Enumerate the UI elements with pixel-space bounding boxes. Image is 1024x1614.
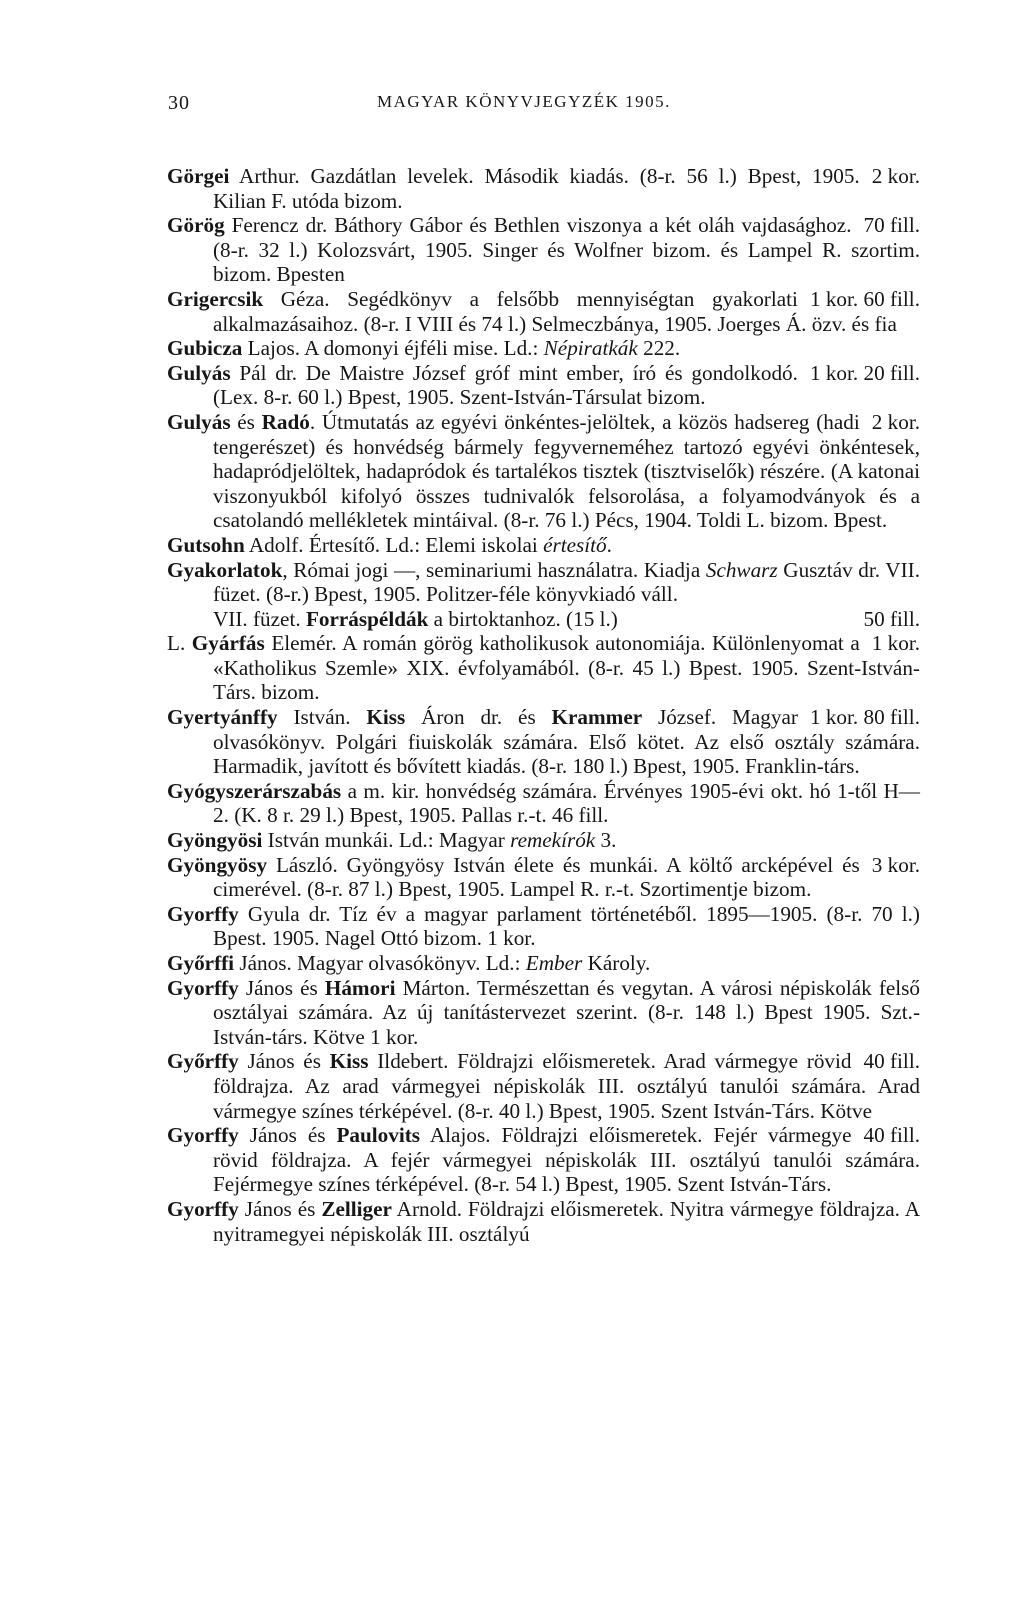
entry-price: 70 fill. [863, 213, 920, 238]
entry-price: 1 kor. 80 fill. [809, 705, 920, 730]
bibliography-entry [167, 853, 920, 902]
entry-text: Géza. Segédkönyv a felsőbb mennyiségtan gyakorlati alkalmazásaihoz. (8-r. I VIII és 74 l.) Selmeczbánya, 1905. Joerges Á. özv. és fia [213, 286, 897, 336]
entry-heading: Győrffi [167, 951, 235, 975]
bibliography-entry [167, 779, 920, 828]
entry-text: . [606, 532, 612, 557]
bibliography-entry [167, 164, 920, 213]
entry-text: János és [238, 1123, 337, 1148]
entry-text: a m. kir. honvédség számára. Érvényes 1905-évi okt. hó 1-től H—2. (K. 8 r. 29 l.) Bpest, 1905. Pallas r.-t. 46 fill. [213, 778, 920, 828]
bibliography-entries [167, 164, 920, 1246]
entry-heading: Gyöngyösy [167, 852, 268, 877]
entry-text: 3. [595, 828, 617, 853]
bibliography-entry [167, 533, 920, 558]
entry-text: János és [238, 975, 325, 1000]
bibliography-entry [167, 361, 920, 410]
entry-italic-ref: értesítő [543, 532, 607, 557]
entry-coauthor: Kiss [329, 1049, 369, 1074]
entry-text: Károly. [582, 951, 651, 975]
bibliography-entry [167, 410, 920, 533]
bibliography-entry [167, 607, 920, 632]
entry-text: Lajos. A domonyi éjféli mise. Ld.: [242, 336, 544, 361]
entry-text: Pál dr. De Maistre József gróf mint ember, író és gondolkodó. (Lex. 8-r. 60 l.) Bpest, 1905. Szent-István-Társulat bizom. [213, 360, 798, 410]
bibliography-entry [167, 287, 920, 336]
entry-price: 1 kor. [871, 631, 920, 656]
entry-price: 2 kor. [871, 164, 920, 188]
entry-price: 1 kor. 60 fill. [809, 286, 920, 311]
entry-italic-ref: Schwarz [705, 557, 778, 582]
entry-heading: Görgei [167, 164, 230, 188]
bibliography-entry [167, 951, 920, 976]
entry-text: Gusztáv dr. VII. füzet. (8-r.) Bpest, 1905. Politzer-féle könyvkiadó váll. [213, 557, 921, 607]
entry-price: 1 kor. 20 fill. [809, 360, 920, 385]
entry-heading: Grigercsik [167, 286, 264, 311]
entry-price: 50 fill. [863, 606, 920, 631]
entry-heading: Gyakorlatok [167, 557, 283, 582]
entry-price: 2 kor. [871, 409, 920, 434]
entry-text: László. Gyöngyösy István élete és munkái. A költő arcképével és cimerével. (8-r. 87 l.) Bpest, 1905. Lampel R. r.-t. Szortimentje bizom. [213, 852, 860, 902]
entry-coauthor: Krammer [551, 705, 643, 730]
entry-text: Arthur. Gazdátlan levelek. Második kiadás. (8-r. 56 l.) Bpest, 1905. Kilian F. utóda bizom. [213, 164, 860, 213]
entry-text: Áron dr. és [405, 705, 552, 730]
entry-coauthor: Paulovits [336, 1123, 421, 1148]
entry-heading: Gutsohn [167, 532, 245, 557]
bibliography-entry [167, 631, 920, 705]
bibliography-entry [167, 705, 920, 779]
entry-italic-ref: Népiratkák [543, 336, 638, 361]
entry-text: Adolf. Értesítő. Ld.: Elemi iskolai [244, 532, 544, 557]
bibliography-entry [167, 558, 920, 607]
running-head-title: MAGYAR KÖNYVJEGYZÉK 1905. [377, 92, 671, 111]
bibliography-entry [167, 1049, 920, 1123]
entry-text: a birtoktanhoz. (15 l.) [428, 606, 618, 631]
entry-heading: Gubicza [167, 336, 243, 361]
bibliography-entry [167, 1197, 920, 1246]
entry-heading: Gulyás [167, 360, 231, 385]
entry-heading: Gyorffy [167, 1123, 239, 1148]
entry-heading: Gyorffy [167, 1196, 239, 1221]
entry-text: Ildebert. Földrajzi előismeretek. Arad vármegye rövid földrajza. Az arad vármegyei népiskolák III. osztályú tanulói számára. Arad vármegye színes térképével. (8-r. 40 l.) Bpest, 1905. Szent István-Társ. Kötve [213, 1049, 920, 1123]
bibliography-entry [167, 828, 920, 853]
entry-italic-ref: remekírók [510, 828, 596, 853]
entry-price: 40 fill. [863, 1123, 920, 1148]
entry-text: János és [238, 1196, 322, 1221]
entry-heading: Gyorffy [167, 901, 239, 926]
entry-coauthor: Hámori [324, 975, 396, 1000]
bibliography-entry [167, 213, 920, 287]
bibliography-entry [167, 336, 920, 361]
entry-heading: Forráspéldák [305, 606, 429, 631]
entry-heading: Gyorffy [167, 975, 239, 1000]
entry-heading: Gulyás [167, 409, 231, 434]
page-number: 30 [168, 92, 190, 114]
entry-heading: Gyógyszerárszabás [167, 778, 342, 803]
entry-price: 3 kor. [871, 852, 920, 877]
entry-text: Elemér. A román görög katholikusok autonomiája. Különlenyomat a «Katholikus Szemle» XIX. évfolyamából. (8-r. 45 l.) Bpest. 1905. Szent-István-Társ. bizom. [213, 631, 920, 705]
entry-text: István munkái. Ld.: Magyar [262, 828, 511, 853]
bibliography-entry [167, 902, 920, 951]
entry-heading: Gyertyánffy [167, 705, 278, 730]
entry-coauthor: Zelliger [321, 1196, 392, 1221]
running-header [168, 92, 728, 124]
entry-price: 40 fill. [863, 1049, 920, 1074]
entry-text: és [230, 409, 262, 434]
entry-text: József. Magyar olvasókönyv. Polgári fiuiskolák számára. Első kötet. Az első osztály számára. Harmadik, javított és bővített kiadás. (8-r. 180 l.) Bpest, 1905. Franklin-társ. [213, 705, 920, 779]
entry-heading: Gyárfás [191, 631, 265, 656]
entry-coauthor: Radó [261, 409, 310, 434]
entry-lead: VII. füzet. [213, 606, 306, 631]
entry-text: . Útmutatás az egyévi önkéntes-jelöltek, a közös hadsereg (hadi tengerészet) és honvédség bármely fegyverneméhez tartozó egyévi önkéntesek, hadapródjelöltek, hadapródok és tartalékos tisztek (tisztviselők) részére. (A katonai viszonyukból kifolyó összes tudnivalók felsorolása, a folyamodványok és a csatolandó mellékletek mintáival. (8-r. 76 l.) Pécs, 1904. Toldi L. bizom. Bpest. [213, 409, 920, 533]
entry-text: Ferencz dr. Báthory Gábor és Bethlen viszonya a két oláh vajdasághoz. (8-r. 32 l.) Kolozsvárt, 1905. Singer és Wolfner bizom. és Lampel R. szortim. bizom. Bpesten [213, 213, 920, 287]
entry-italic-ref: Ember [525, 951, 583, 975]
entry-heading: Gyöngyösi [167, 828, 263, 853]
entry-text: , Római jogi —, seminariumi használatra. Kiadja [282, 557, 706, 582]
bibliography-entry [167, 1123, 920, 1197]
entry-text: Gyula dr. Tíz év a magyar parlament történetéből. 1895—1905. (8-r. 70 l.) Bpest. 1905. Nagel Ottó bizom. 1 kor. [213, 901, 920, 951]
entry-text: István. [277, 705, 367, 730]
bibliography-entry [167, 976, 920, 1050]
entry-text: János és [238, 1049, 330, 1074]
entry-text: Alajos. Földrajzi előismeretek. Fejér vármegye rövid földrajza. A fejér vármegyei népiskolák III. osztályú tanulói számára. Fejérmegye színes térképével. (8-r. 54 l.) Bpest, 1905. Szent István-Társ. [213, 1123, 920, 1197]
entry-lead: L. [167, 631, 192, 656]
entry-text: Márton. Természettan és vegytan. A városi népiskolák felső osztályai számára. Az új tanítástervezet szerint. (8-r. 148 l.) Bpest 1905. Szt.-István-társ. Kötve 1 kor. [213, 975, 921, 1049]
entry-text: János. Magyar olvasókönyv. Ld.: [234, 951, 526, 975]
entry-text: 222. [637, 336, 681, 361]
entry-text: Arnold. Földrajzi előismeretek. Nyitra vármegye földrajza. A nyitramegyei népiskolák III. osztályú [213, 1196, 920, 1246]
entry-heading: Győrffy [167, 1049, 239, 1074]
entry-coauthor: Kiss [366, 705, 406, 730]
entry-heading: Görög [167, 213, 225, 238]
